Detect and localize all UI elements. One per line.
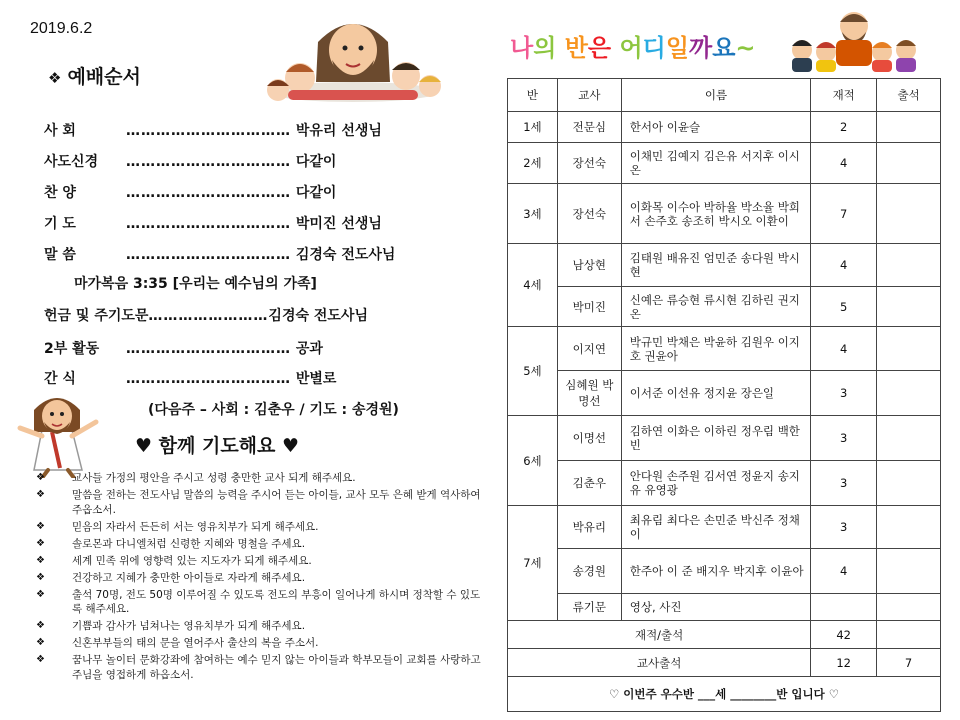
enrolled-cell: 2 <box>811 112 877 143</box>
class-cell: 5세 <box>508 327 558 416</box>
attended-cell <box>877 416 941 461</box>
enrolled-cell: 3 <box>811 506 877 549</box>
names-cell: 최유림 최다은 손민준 박신주 정채이 <box>621 506 810 549</box>
header-teacher: 교사 <box>557 79 621 112</box>
order-label: 말 씀 <box>44 247 76 263</box>
prayer-item <box>36 588 486 617</box>
teacher-cell: 이명선 <box>557 416 621 461</box>
names-cell: 안다원 손주원 김서연 정윤지 송지유 유영광 <box>621 461 810 506</box>
teacher-cell: 이지연 <box>557 327 621 371</box>
class-title-char <box>611 34 619 62</box>
prayer-item <box>36 471 486 486</box>
order-row-activity <box>44 338 323 358</box>
order-leader-dots: …………………………… <box>126 154 291 170</box>
class-cell: 4세 <box>508 244 558 327</box>
prayer-item-text: 출석 70명, 전도 50명 이루어질 수 있도록 전도의 부흥이 일어나게 하시며 정착할 수 있도록 해주세요. <box>72 588 481 615</box>
total-attended <box>877 621 941 649</box>
prayer-item <box>36 554 486 569</box>
order-leader-dots: …………………………… <box>126 341 291 357</box>
total-row <box>508 621 941 649</box>
names-cell: 한서아 이윤슬 <box>621 112 810 143</box>
enrolled-cell: 4 <box>811 549 877 594</box>
order-value: 김경숙 전도사님 <box>295 247 396 263</box>
prayer-item-text: 꿈나무 놀이터 문화강좌에 참여하는 예수 믿지 않는 아이들과 학부모들이 교회를 사랑하고 주님을 영접하게 하옵소서. <box>72 654 481 681</box>
header-enrolled: 재적 <box>811 79 877 112</box>
diamond-bullet-icon: ❖ <box>36 472 45 483</box>
order-label: 사 회 <box>44 123 76 139</box>
attended-cell <box>877 184 941 244</box>
attended-cell <box>877 143 941 184</box>
table-row <box>508 549 941 594</box>
diamond-bullet-icon: ❖ <box>36 620 45 631</box>
table-row <box>508 287 941 327</box>
order-label: 간 식 <box>44 371 76 387</box>
order-value: 다같이 <box>295 185 337 201</box>
enrolled-cell: 4 <box>811 327 877 371</box>
teacher-cell: 심혜원 박명선 <box>557 371 621 416</box>
prayer-item-text: 건강하고 지혜가 충만한 아이들로 자라게 해주세요. <box>72 571 306 584</box>
order-value: 김경숙 전도사님 <box>268 308 368 324</box>
table-row <box>508 327 941 371</box>
header-names: 이름 <box>621 79 810 112</box>
teacher-cell: 장선숙 <box>557 184 621 244</box>
prayer-item-text: 기쁨과 감사가 넘쳐나는 영유치부가 되게 해주세요. <box>72 620 306 632</box>
table-row <box>508 461 941 506</box>
class-title-char: 반 <box>564 34 588 62</box>
total-enrolled: 42 <box>811 621 877 649</box>
class-title-char: ~ <box>735 34 756 62</box>
attended-cell <box>877 506 941 549</box>
jesus-children-illustration <box>258 12 448 104</box>
order-row-offering <box>44 305 368 325</box>
attended-cell <box>877 287 941 327</box>
class-title <box>510 28 756 63</box>
names-cell: 이서준 이선유 정지윤 장은일 <box>621 371 810 416</box>
order-leader-dots: …………………………… <box>126 371 291 387</box>
diamond-bullet-icon: ❖ <box>48 69 62 87</box>
header-class: 반 <box>508 79 558 112</box>
order-row-prayer <box>44 213 382 233</box>
diamond-bullet-icon: ❖ <box>36 588 45 600</box>
diamond-bullet-icon: ❖ <box>36 654 45 665</box>
teacher-enrolled: 12 <box>811 649 877 677</box>
prayer-item <box>36 488 486 517</box>
teacher-cell: 김춘우 <box>557 461 621 506</box>
table-row <box>508 244 941 287</box>
prayer-item-text: 믿음의 자라서 든든히 서는 영유치부가 되게 해주세요. <box>72 520 319 533</box>
class-title-char: 은 <box>587 34 612 62</box>
class-cell: 3세 <box>508 184 558 244</box>
class-title-char: 어 <box>619 34 643 62</box>
class-cell: 7세 <box>508 506 558 621</box>
prayer-item-text: 솔로몬과 다니엘처럼 신령한 지혜와 명철을 주세요. <box>72 537 306 550</box>
prayer-item <box>36 571 486 586</box>
prayer-item-text: 말씀을 전하는 전도사님 말씀의 능력을 주시어 듣는 아이들, 교사 모두 은혜 받게 역사하여 주옵소서. <box>72 489 481 516</box>
scripture-reference: 마가복음 3:35 [우리는 예수님의 가족] <box>74 276 317 292</box>
enrolled-cell: 5 <box>811 287 877 327</box>
order-row-creed <box>44 151 336 171</box>
table-row <box>508 506 941 549</box>
table-row <box>508 143 941 184</box>
teacher-cell: 남상현 <box>557 244 621 287</box>
class-title-char: 까 <box>689 34 713 62</box>
names-cell: 신예은 류승현 류시현 김하린 권지온 <box>621 287 810 327</box>
running-jesus-illustration <box>12 392 102 478</box>
header-attended: 출석 <box>877 79 941 112</box>
order-label: 헌금 및 주기도문 <box>44 308 149 324</box>
best-class-row <box>508 677 941 712</box>
enrolled-cell: 4 <box>811 143 877 184</box>
class-title-char: 요 <box>712 34 736 62</box>
attendance-table <box>507 78 941 712</box>
enrolled-cell: 3 <box>811 461 877 506</box>
enrolled-cell: 3 <box>811 371 877 416</box>
order-leader-dots: …………………………… <box>126 247 291 263</box>
names-cell: 김하연 이화은 이하린 정우림 백한빈 <box>621 416 810 461</box>
attended-cell <box>877 244 941 287</box>
order-leader-dots: …………………… <box>148 308 269 324</box>
diamond-bullet-icon: ❖ <box>36 489 45 500</box>
order-leader-dots: …………………………… <box>126 185 291 201</box>
teacher-cell: 장선숙 <box>557 143 621 184</box>
worship-order-heading <box>48 62 141 89</box>
order-label: 사도신경 <box>44 154 99 170</box>
attended-cell <box>877 371 941 416</box>
teacher-cell: 박유리 <box>557 506 621 549</box>
class-cell: 6세 <box>508 416 558 506</box>
class-title-char: 나 <box>510 34 534 62</box>
table-header-row <box>508 79 941 112</box>
teacher-attended: 7 <box>877 649 941 677</box>
prayer-item <box>36 520 486 535</box>
children-group-illustration <box>784 6 924 74</box>
order-label: 기 도 <box>44 216 76 232</box>
enrolled-cell: 7 <box>811 184 877 244</box>
teacher-attendance-row <box>508 649 941 677</box>
class-cell: 2세 <box>508 143 558 184</box>
order-value: 다같이 <box>295 154 337 170</box>
names-cell: 이채민 김예지 김은유 서지후 이시온 <box>621 143 810 184</box>
worship-order-title: 예배순서 <box>67 66 141 88</box>
order-value: 박유리 선생님 <box>295 123 382 139</box>
prayer-list <box>36 471 486 685</box>
names-cell: 한주아 이 준 배지우 박지후 이윤아 <box>621 549 810 594</box>
names-cell: 영상, 사진 <box>621 594 810 621</box>
order-value: 박미진 선생님 <box>295 216 382 232</box>
table-row <box>508 184 941 244</box>
teacher-cell: 류기문 <box>557 594 621 621</box>
prayer-item <box>36 619 486 634</box>
total-label: 재적/출석 <box>508 621 811 649</box>
prayer-item-text: 세계 민족 위에 영향력 있는 지도자가 되게 해주세요. <box>72 554 312 567</box>
prayer-item <box>36 636 486 651</box>
order-label: 찬 양 <box>44 185 76 201</box>
attended-cell <box>877 549 941 594</box>
diamond-bullet-icon: ❖ <box>36 537 45 549</box>
order-leader-dots: …………………………… <box>126 216 291 232</box>
names-cell: 이화목 이수아 박하율 박소율 박희서 손주호 송조히 박시오 이환이 <box>621 184 810 244</box>
teacher-cell: 박미진 <box>557 287 621 327</box>
order-leader-dots: …………………………… <box>126 123 291 139</box>
order-value: 공과 <box>295 341 323 357</box>
table-row <box>508 371 941 416</box>
class-title-char: 의 <box>533 34 557 62</box>
diamond-bullet-icon: ❖ <box>36 571 45 583</box>
order-label: 2부 활동 <box>44 341 100 357</box>
order-row-snack <box>44 368 336 388</box>
best-class-footer: ♡ 이번주 우수반 ___세 ________반 입니다 ♡ <box>508 677 941 712</box>
class-title-char: 일 <box>665 34 690 62</box>
table-row <box>508 416 941 461</box>
teacher-cell: 전문심 <box>557 112 621 143</box>
teacher-attendance-label: 교사출석 <box>508 649 811 677</box>
enrolled-cell: 4 <box>811 244 877 287</box>
diamond-bullet-icon: ❖ <box>36 637 45 648</box>
prayer-heading: ♥ 함께 기도해요 ♥ <box>135 435 300 457</box>
diamond-bullet-icon: ❖ <box>36 554 45 566</box>
enrolled-cell <box>811 594 877 621</box>
attended-cell <box>877 327 941 371</box>
order-row-sermon <box>44 244 395 264</box>
prayer-item-text: 신혼부부들의 태의 문을 열어주사 출산의 복을 주소서. <box>72 637 319 649</box>
diamond-bullet-icon: ❖ <box>36 520 45 532</box>
prayer-item <box>36 653 486 682</box>
attended-cell <box>877 112 941 143</box>
attended-cell <box>877 461 941 506</box>
table-row <box>508 594 941 621</box>
class-title-char: 디 <box>642 34 666 62</box>
prayer-item-text: 교사들 가정의 평안을 주시고 성령 충만한 교사 되게 해주세요. <box>72 472 356 484</box>
prayer-item <box>36 537 486 552</box>
order-row-praise <box>44 182 336 202</box>
class-title-char <box>556 34 564 62</box>
enrolled-cell: 3 <box>811 416 877 461</box>
next-week-note: (다음주 – 사회 : 김춘우 / 기도 : 송경원) <box>148 402 399 418</box>
names-cell: 김태원 배유진 엄민준 송다원 박시현 <box>621 244 810 287</box>
table-row <box>508 112 941 143</box>
names-cell: 박규민 박채은 박윤하 김원우 이지호 권윤아 <box>621 327 810 371</box>
teacher-cell: 송경원 <box>557 549 621 594</box>
bulletin-date: 2019.6.2 <box>30 20 93 37</box>
class-cell: 1세 <box>508 112 558 143</box>
order-row-moderator <box>44 120 382 140</box>
order-value: 반별로 <box>295 371 337 387</box>
attended-cell <box>877 594 941 621</box>
